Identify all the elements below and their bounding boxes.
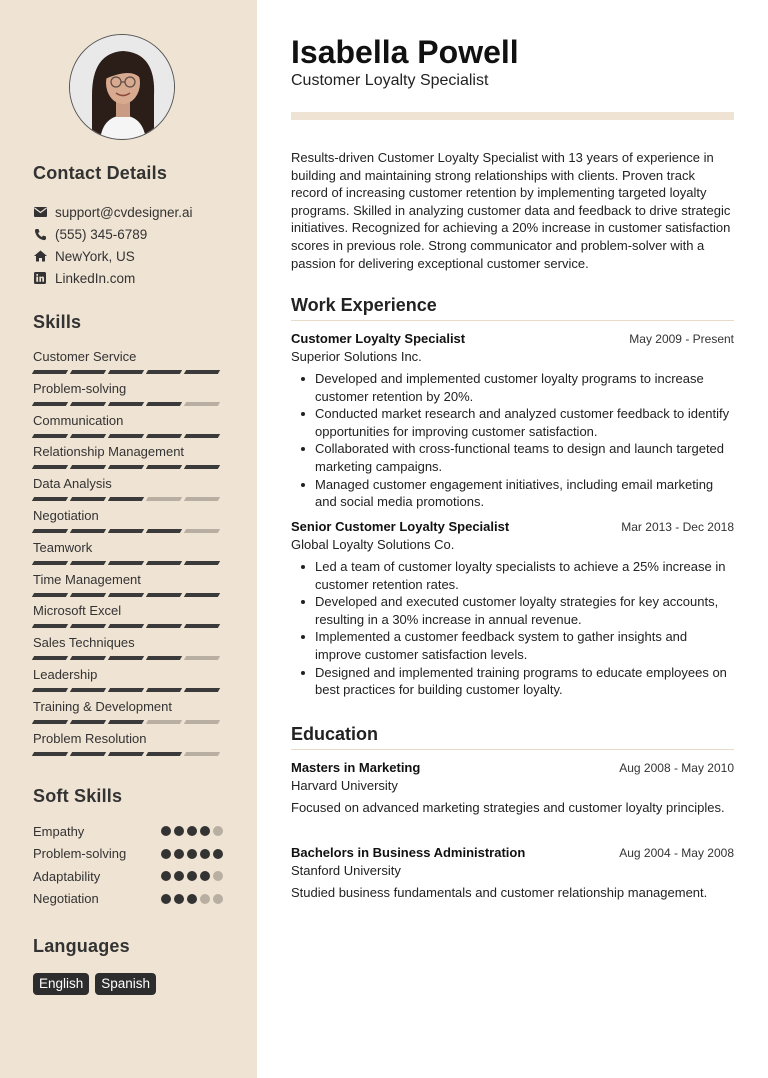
skill-level-bar <box>33 593 223 597</box>
rating-dot <box>187 894 197 904</box>
profile-photo <box>69 34 175 140</box>
skill-level-segment <box>184 752 220 756</box>
skill-level-segment <box>32 593 68 597</box>
education-date: Aug 2004 - May 2008 <box>619 846 734 860</box>
rating-dot <box>161 894 171 904</box>
skill-name: Teamwork <box>33 539 93 555</box>
soft-skill-rating <box>158 826 223 836</box>
skill-level-bar <box>33 624 223 628</box>
education-date: Aug 2008 - May 2010 <box>619 761 734 775</box>
rating-dot <box>161 826 171 836</box>
job-bullets <box>291 370 734 511</box>
skill-level-segment <box>146 720 182 724</box>
skill-level-segment <box>146 434 182 438</box>
skill-level-segment <box>108 434 144 438</box>
skill-level-segment <box>184 624 220 628</box>
skill-item <box>33 444 223 469</box>
rating-dot <box>213 894 223 904</box>
skill-level-segment <box>146 402 182 406</box>
job-bullets <box>291 558 734 699</box>
soft-skill-item <box>33 891 223 907</box>
home-icon <box>33 249 47 263</box>
skill-level-segment <box>184 593 220 597</box>
job-company: Superior Solutions Inc. <box>291 349 422 364</box>
job-date: Mar 2013 - Dec 2018 <box>621 520 734 534</box>
skill-level-segment <box>108 624 144 628</box>
rating-dot <box>187 871 197 881</box>
skill-item <box>33 381 223 406</box>
skill-level-bar <box>33 402 223 406</box>
skill-level-segment <box>184 688 220 692</box>
skill-level-segment <box>70 624 106 628</box>
skill-level-segment <box>146 752 182 756</box>
rating-dot <box>213 871 223 881</box>
skill-level-segment <box>32 434 68 438</box>
skill-level-segment <box>70 434 106 438</box>
skill-level-bar <box>33 656 223 660</box>
skill-name: Communication <box>33 412 124 428</box>
skill-level-segment <box>32 370 68 374</box>
skill-level-segment <box>108 497 144 501</box>
skill-level-segment <box>70 497 106 501</box>
soft-skill-name: Adaptability <box>33 868 101 884</box>
job-date: May 2009 - Present <box>629 332 734 346</box>
skill-level-segment <box>146 624 182 628</box>
skill-level-segment <box>184 370 220 374</box>
job-bullet: Designed and implemented training programs to educate employees on best practices for building customer loyalty. <box>291 664 734 699</box>
skill-level-segment <box>184 465 220 469</box>
skill-level-segment <box>32 497 68 501</box>
rating-dot <box>174 849 184 859</box>
soft-skill-rating <box>158 871 223 881</box>
skill-level-segment <box>108 656 144 660</box>
profile-summary: Results-driven Customer Loyalty Specialist with 13 years of experience in building and maintaining strong relationships with clients. Proven track record of increasing customer retention by implementing targeted loyalty programs. Skilled in analyzing customer data and feedback to drive strategic initiatives. Recognized for achieving a 20% increase in customer satisfaction scores in previous role. Strong communicator and problem-solver with a passion for delivering exceptional customer service. <box>291 150 731 271</box>
skill-item <box>33 699 223 724</box>
soft-skills-heading: Soft Skills <box>33 786 123 806</box>
skill-level-bar <box>33 529 223 533</box>
skill-name: Training & Development <box>33 698 172 714</box>
rating-dot <box>161 871 171 881</box>
education-entry <box>291 845 734 902</box>
skill-name: Time Management <box>33 571 141 587</box>
job-company: Global Loyalty Solutions Co. <box>291 537 455 552</box>
skill-level-segment <box>184 497 220 501</box>
skills-heading: Skills <box>33 312 82 332</box>
skill-level-segment <box>108 720 144 724</box>
skill-level-segment <box>70 370 106 374</box>
rating-dot <box>213 826 223 836</box>
soft-skill-name: Problem-solving <box>33 846 127 861</box>
degree-title: Bachelors in Business Administration <box>291 845 526 860</box>
rating-dot <box>200 849 210 859</box>
skill-item <box>33 572 223 597</box>
skill-level-segment <box>70 688 106 692</box>
rating-dot <box>200 894 210 904</box>
contact-email-text: support@cvdesigner.ai <box>55 204 193 220</box>
skill-name: Leadership <box>33 667 98 682</box>
contact-heading: Contact Details <box>33 163 168 183</box>
skill-level-segment <box>146 561 182 565</box>
skill-level-segment <box>70 402 106 406</box>
skill-name: Data Analysis <box>33 476 112 492</box>
soft-skill-item <box>33 868 223 884</box>
skill-level-segment <box>108 529 144 533</box>
skill-level-segment <box>184 529 220 533</box>
job-bullet: Collaborated with cross-functional teams to design and launch targeted marketing campaigns. <box>291 440 734 475</box>
skill-level-segment <box>32 624 68 628</box>
job-title: Customer Loyalty Specialist <box>291 331 466 346</box>
phone-icon <box>33 227 47 241</box>
linkedin-icon <box>33 271 47 285</box>
education-entry <box>291 760 734 817</box>
job-bullet: Implemented a customer feedback system to gather insights and improve customer satisfaction levels. <box>291 628 734 663</box>
skill-item <box>33 476 223 501</box>
job-bullet: Managed customer engagement initiatives, including email marketing and social media promotions. <box>291 476 734 511</box>
skill-level-segment <box>32 561 68 565</box>
skill-item <box>33 731 223 756</box>
education-heading: Education <box>291 724 379 744</box>
skill-level-segment <box>108 593 144 597</box>
candidate-name: Isabella Powell <box>291 34 519 70</box>
skill-level-segment <box>108 402 144 406</box>
skill-level-segment <box>146 593 182 597</box>
skill-level-bar <box>33 370 223 374</box>
job-bullet: Developed and executed customer loyalty strategies for key accounts, resulting in a 30% increase in annual revenue. <box>291 593 734 628</box>
skill-level-segment <box>184 434 220 438</box>
section-divider <box>291 749 734 750</box>
soft-skill-rating <box>158 849 223 859</box>
skill-level-segment <box>146 370 182 374</box>
skill-level-segment <box>184 656 220 660</box>
job-bullet: Led a team of customer loyalty specialists to achieve a 25% increase in customer retention rates. <box>291 558 734 593</box>
skill-name: Customer Service <box>33 349 137 364</box>
rating-dot <box>161 849 171 859</box>
skill-level-segment <box>70 593 106 597</box>
skill-level-segment <box>108 688 144 692</box>
soft-skill-name: Negotiation <box>33 891 99 906</box>
skill-level-segment <box>32 465 68 469</box>
job-title: Senior Customer Loyalty Specialist <box>291 519 510 534</box>
skill-name: Negotiation <box>33 508 99 523</box>
language-pill: Spanish <box>95 973 156 995</box>
job-bullet: Conducted market research and analyzed customer feedback to identify opportunities for improving customer satisfaction. <box>291 405 734 440</box>
skill-name: Sales Techniques <box>33 635 135 651</box>
contact-email[interactable] <box>33 203 193 221</box>
skill-level-segment <box>70 465 106 469</box>
skill-level-bar <box>33 720 223 724</box>
languages-heading: Languages <box>33 936 130 956</box>
skill-level-segment <box>32 720 68 724</box>
skill-item <box>33 413 223 438</box>
education-description: Focused on advanced marketing strategies and customer loyalty principles. <box>291 800 725 815</box>
skill-level-bar <box>33 465 223 469</box>
skill-level-segment <box>108 370 144 374</box>
skill-level-segment <box>146 688 182 692</box>
section-divider <box>291 320 734 321</box>
skill-level-segment <box>108 465 144 469</box>
skill-name: Relationship Management <box>33 444 185 460</box>
skill-level-bar <box>33 688 223 692</box>
skill-level-segment <box>32 688 68 692</box>
skill-name: Microsoft Excel <box>33 603 122 619</box>
school-name: Harvard University <box>291 778 398 793</box>
skill-level-segment <box>70 752 106 756</box>
skill-item <box>33 540 223 565</box>
envelope-icon <box>33 205 47 219</box>
language-pill: English <box>33 973 89 995</box>
skill-level-segment <box>146 656 182 660</box>
soft-skill-name: Empathy <box>33 823 85 839</box>
rating-dot <box>200 871 210 881</box>
skill-level-segment <box>32 656 68 660</box>
skill-level-bar <box>33 497 223 501</box>
contact-linkedin-text: LinkedIn.com <box>55 270 136 286</box>
job-entry <box>291 331 734 511</box>
rating-dot <box>174 894 184 904</box>
skill-level-segment <box>184 720 220 724</box>
candidate-title: Customer Loyalty Specialist <box>291 72 489 89</box>
skill-level-segment <box>70 720 106 724</box>
soft-skill-item <box>33 846 223 862</box>
job-bullet: Developed and implemented customer loyalty programs to increase customer retention by 20%. <box>291 370 734 405</box>
skill-level-bar <box>33 434 223 438</box>
contact-phone-text: (555) 345-6789 <box>55 226 148 242</box>
skill-level-segment <box>184 402 220 406</box>
skill-level-segment <box>146 497 182 501</box>
skill-level-bar <box>33 752 223 756</box>
skill-level-segment <box>32 752 68 756</box>
skill-level-segment <box>70 561 106 565</box>
rating-dot <box>200 826 210 836</box>
skill-level-bar <box>33 561 223 565</box>
contact-location-text: NewYork, US <box>55 248 135 264</box>
skill-item <box>33 508 223 533</box>
rating-dot <box>213 849 223 859</box>
skill-level-segment <box>146 529 182 533</box>
degree-title: Masters in Marketing <box>291 760 421 775</box>
skill-level-segment <box>146 465 182 469</box>
rating-dot <box>187 849 197 859</box>
languages-list <box>33 973 162 995</box>
contact-linkedin[interactable] <box>33 269 135 287</box>
skill-level-segment <box>70 529 106 533</box>
skill-level-segment <box>70 656 106 660</box>
rating-dot <box>174 871 184 881</box>
education-description: Studied business fundamentals and customer relationship management. <box>291 885 708 900</box>
skill-level-segment <box>32 529 68 533</box>
rating-dot <box>174 826 184 836</box>
job-entry <box>291 519 734 699</box>
header-accent-bar <box>291 112 734 120</box>
skill-level-segment <box>32 402 68 406</box>
skill-name: Problem-solving <box>33 380 127 396</box>
skill-item <box>33 635 223 660</box>
skill-level-segment <box>184 561 220 565</box>
contact-location <box>33 247 135 265</box>
skill-level-segment <box>108 752 144 756</box>
sidebar <box>0 0 257 1078</box>
skill-item <box>33 667 223 692</box>
skill-name: Problem Resolution <box>33 730 147 746</box>
work-heading: Work Experience <box>291 295 437 315</box>
soft-skill-item <box>33 823 223 839</box>
skill-level-segment <box>108 561 144 565</box>
school-name: Stanford University <box>291 863 401 878</box>
contact-phone[interactable] <box>33 225 147 243</box>
skill-item <box>33 603 223 628</box>
soft-skill-rating <box>158 894 223 904</box>
skill-item <box>33 349 223 374</box>
rating-dot <box>187 826 197 836</box>
